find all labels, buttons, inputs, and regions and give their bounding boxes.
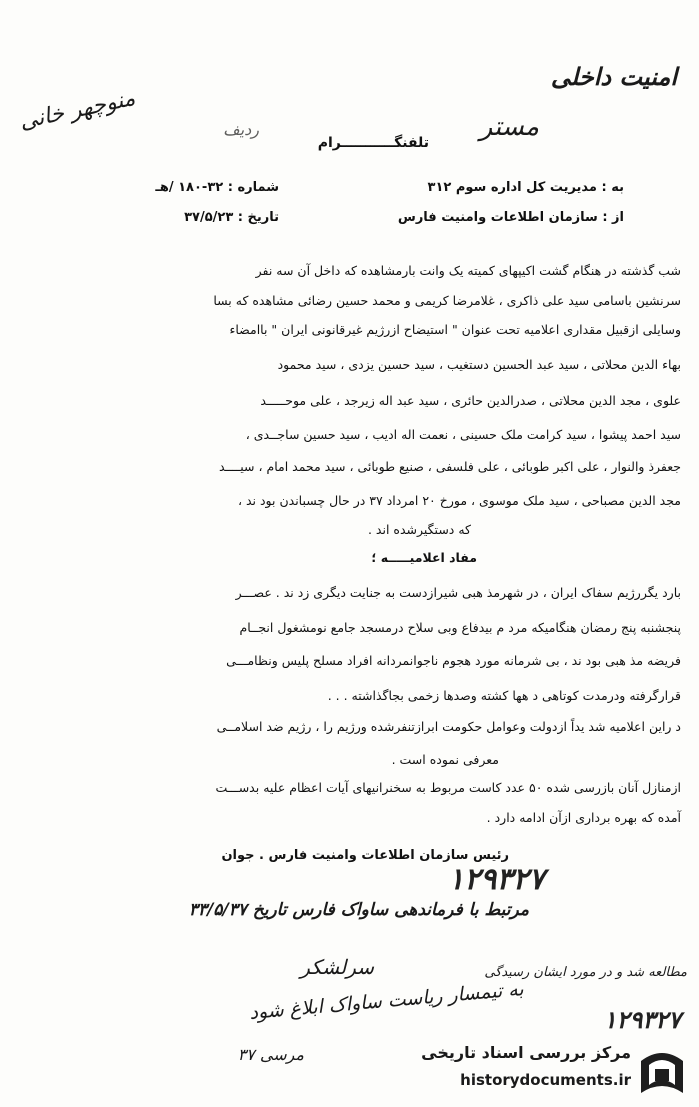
body-line: سرنشین باسامی سید علی ذاکری ، غلامرضا کریمی و محمد حسین رضائی مشاهده که بسا: [213, 293, 681, 308]
watermark-url: historydocuments.ir: [460, 1071, 631, 1089]
handwritten-center-mark: مستر: [479, 112, 539, 142]
archive-watermark: [389, 1037, 689, 1103]
summary-line: قرارگرفته ودرمدت کوتاهی د هها کشته وصدها زخمی بجاگذاشته . . .: [327, 688, 681, 703]
body-line: علوی ، مجد الدین محلاتی ، صدرالدین حائری ، سید عبد اله زیرجد ، علی موحـــــد: [260, 393, 681, 408]
summary-line: پنجشنبه پنج رمضان هنگامیکه مرد م بیدفاع وبی سلاح درمسجد جامع نومشغول انجــام: [239, 620, 681, 635]
handwritten-footer-number: ۱۲۹۳۲۷: [603, 1005, 681, 1034]
body-line: جعفرذ والنوار ، علی اکبر طوبائی ، علی فلسفی ، صنیع طوبائی ، سید محمد امام ، سیــــد: [219, 459, 681, 474]
body-line: سید احمد پیشوا ، سید کرامت ملک حسینی ، نعمت اله ادیب ، سید حسین ساجــدی ،: [245, 427, 681, 442]
body-line: که دستگیرشده اند .: [367, 522, 471, 537]
archive-logo-icon: [635, 1041, 689, 1099]
header-to: به : مدیریت کل اداره سوم ۳۱۲: [427, 180, 624, 195]
para2-line: د راین اعلامیه شد یداً ازدولت وعوامل حکومت ابرازتنفرشده ورژیم را ، رژیم ضد اسلامــی: [216, 719, 681, 734]
watermark-title: مرکز بررسی اسناد تاریخی: [421, 1043, 631, 1062]
handwritten-footer-note: مطالعه شد و در مورد ایشان رسیدگی: [484, 965, 687, 980]
para2-line: معرفی نموده است .: [391, 752, 499, 767]
handwritten-signature-2: به تیمسار ریاست ساواک ابلاغ شود: [248, 978, 525, 1024]
header-from: از : سازمان اطلاعات وامنیت فارس: [397, 210, 624, 225]
handwritten-routing-note: مرتبط با فرماندهی ساواک فارس تاریخ ۳۳/۵/۳۷: [188, 900, 529, 920]
handwritten-internal-security: امنیت داخلی: [550, 62, 677, 91]
telegram-title: تلفنگـــــــــــرام: [317, 135, 429, 151]
summary-line: بارد یگررژیم سفاک ایران ، در شهرمذ هبی شیرازدست به جنایت دیگری زد ند . عصـــر: [235, 585, 681, 600]
handwritten-small-mark: ردیف: [223, 120, 259, 139]
body-line: بهاء الدین محلاتی ، سید عبد الحسین دستغیب ، سید حسین یزدی ، سید محمود: [277, 357, 681, 372]
handwritten-signature-1: سرلشکر: [300, 955, 374, 979]
handwritten-signature-3: مرسی ۳۷: [237, 1045, 304, 1064]
summary-heading: مفاد اعلامیـــــه ؛: [371, 550, 477, 565]
para3-line: ازمنازل آنان بازرسی شده ۵۰ عدد کاست مربوط به سخنرانیهای آیات اعظام علیه بدســـت: [215, 780, 681, 795]
header-number: شماره : ۳۲-۱۸۰ /هـ: [155, 180, 279, 195]
body-line: مجد الدین مصباحی ، سید ملک موسوی ، مورخ ۲۰ امرداد ۳۷ در حال چسباندن بود ند ،: [237, 493, 681, 508]
handwritten-name-left: منوچهر خانی: [17, 85, 138, 135]
signature: رئیس سازمان اطلاعات وامنیت فارس . جوان: [221, 848, 509, 863]
body-line: وسایلی ازقبیل مقداری اعلامیه تحت عنوان " استیضاح ازرژیم غیرقانونی ایران " باامضاء: [229, 322, 681, 337]
header-date: تاریخ : ۳۷/۵/۲۳: [184, 210, 279, 225]
body-line: شب گذشته در هنگام گشت اکیپهای کمیته یک وانت بارمشاهده که داخل آن سه نفر: [255, 263, 681, 278]
summary-line: فریضه مذ هبی بود ند ، بی شرمانه مورد هجوم ناجوانمردانه افراد مسلح پلیس ونظامـــی: [226, 653, 681, 668]
para3-line: آمده که بهره برداری ازآن ادامه دارد .: [486, 810, 681, 825]
handwritten-reference-number: ۱۲۹۳۲۷: [448, 862, 545, 897]
